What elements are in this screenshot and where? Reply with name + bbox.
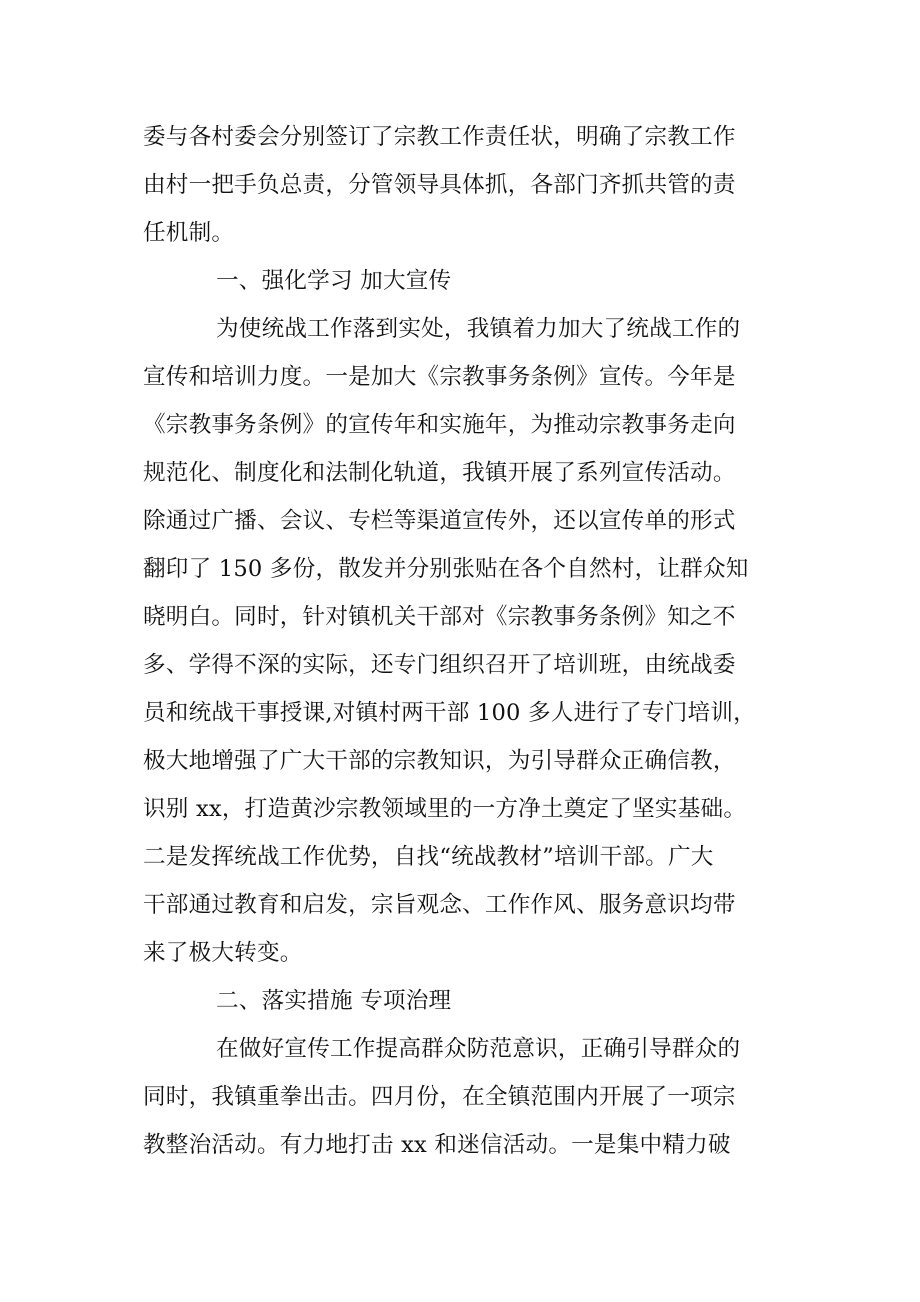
body-text-line: 委与各村委会分别签订了宗教工作责任状，明确了宗教工作 [143, 124, 736, 150]
body-text-line: 二是发挥统战工作优势，自找“统战教材”培训干部。广大 [143, 844, 714, 870]
body-text-line: 在做好宣传工作提高群众防范意识，正确引导群众的 [216, 1036, 741, 1062]
body-text-line: 除通过广播、会议、专栏等渠道宣传外，还以宣传单的形式 [143, 508, 736, 534]
body-text-line: 规范化、制度化和法制化轨道，我镇开展了系列宣传活动。 [143, 460, 736, 486]
body-text-line: 来了极大转变。 [143, 940, 303, 966]
body-text-line: 为使统战工作落到实处，我镇着力加大了统战工作的 [216, 316, 741, 342]
section-heading-2: 二、落实措施 专项治理 [216, 988, 452, 1014]
body-text-line: 宣传和培训力度。一是加大《宗教事务条例》宣传。今年是 [143, 364, 736, 390]
body-text-line: 教整治活动。有力地打击 xx 和迷信活动。一是集中精力破 [143, 1132, 731, 1158]
body-text-line: 任机制。 [143, 220, 235, 246]
body-text-line: 同时，我镇重拳出击。四月份，在全镇范围内开展了一项宗 [143, 1084, 736, 1110]
body-text-line: 晓明白。同时，针对镇机关干部对《宗教事务条例》知之不 [143, 604, 736, 630]
body-text-line: 由村一把手负总责，分管领导具体抓，各部门齐抓共管的责 [143, 172, 736, 198]
body-text-line: 极大地增强了广大干部的宗教知识，为引导群众正确信教， [143, 748, 736, 774]
body-text-line: 《宗教事务条例》的宣传年和实施年，为推动宗教事务走向 [143, 412, 736, 438]
body-text-line: 多、学得不深的实际，还专门组织召开了培训班，由统战委 [143, 652, 736, 678]
body-text-line: 员和统战干事授课,对镇村两干部 100 多人进行了专门培训， [143, 700, 756, 726]
body-text-line: 干部通过教育和启发，宗旨观念、工作作风、服务意识均带 [143, 892, 736, 918]
body-text-line: 翻印了 150 多份，散发并分别张贴在各个自然村，让群众知 [143, 556, 749, 582]
body-text-line: 识别 xx，打造黄沙宗教领域里的一方净土奠定了坚实基础。 [143, 796, 747, 822]
section-heading-1: 一、强化学习 加大宣传 [216, 268, 452, 294]
